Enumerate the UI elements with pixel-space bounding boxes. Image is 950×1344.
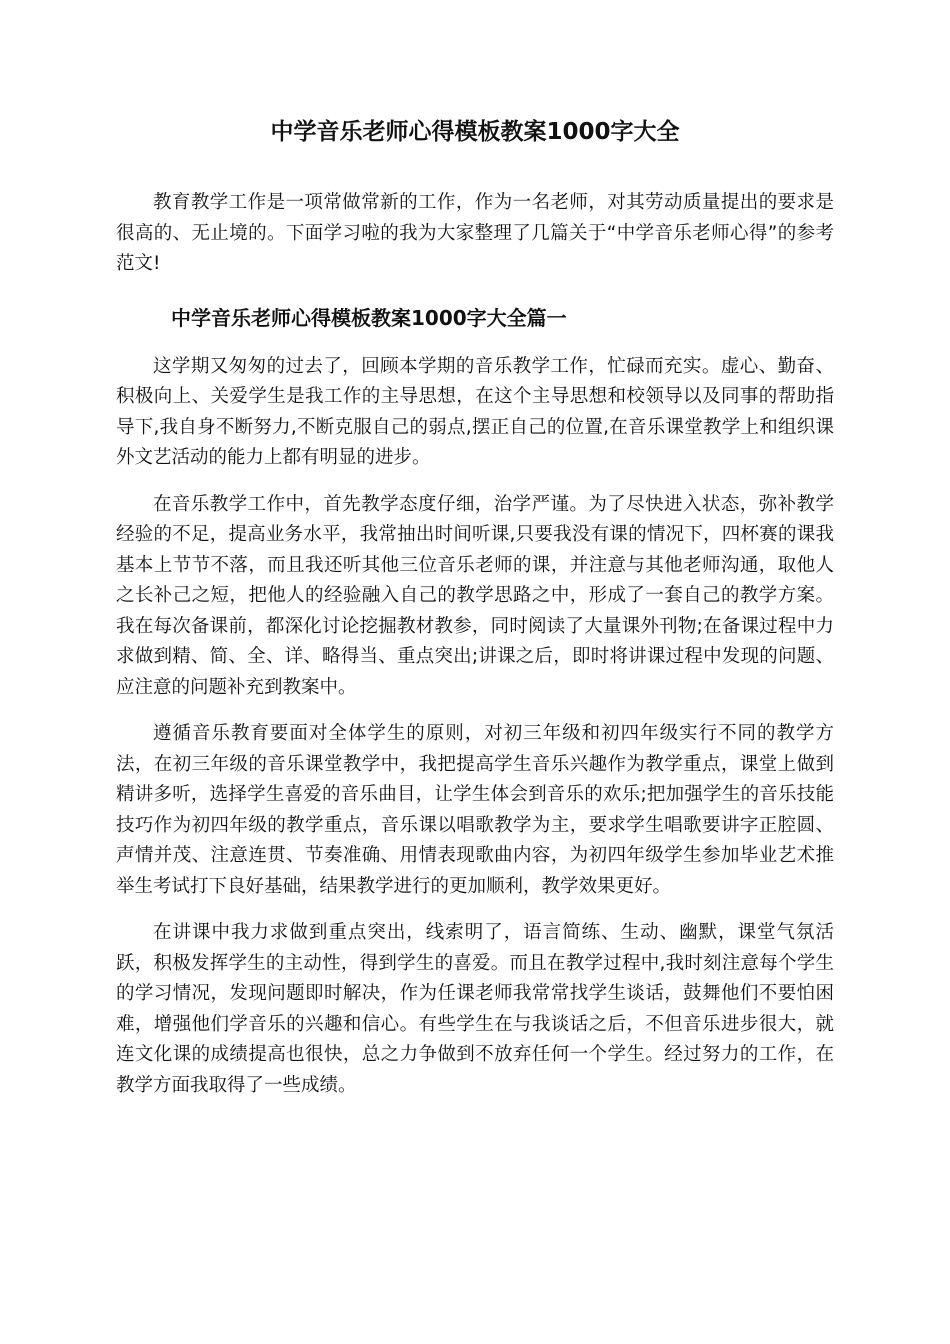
body-paragraph-2: 在音乐教学工作中，首先教学态度仔细，治学严谨。为了尽快进入状态，弥补教学经验的不足，提高业务水平，我常抽出时间听课,只要我没有课的情况下，四杯赛的课我基本上节节不落，而且我还听其他三位音乐老师的课，并注意与其他老师沟通，取他人之长补己之短，把他人的经验融入自己的教学思路之中，形成了一套自己的教学方案。我在每次备课前，都深化讨论挖掘教材教参，同时阅读了大量课外刊物;在备课过程中力求做到精、简、全、详、略得当、重点突出;讲课之后，即时将讲课过程中发现的问题、应注意的问题补充到教案中。	[116, 493, 834, 698]
intro-paragraph: 教育教学工作是一项常做常新的工作，作为一名老师，对其劳动质量提出的要求是很高的、无止境的。下面学习啦的我为大家整理了几篇关于“中学音乐老师心得”的参考范文!	[116, 192, 834, 274]
document-title: 中学音乐老师心得模板教案1000字大全	[270, 119, 680, 145]
body-paragraph-4: 在讲课中我力求做到重点突出，线索明了，语言简练、生动、幽默，课堂气氛活跃，积极发挥学生的主动性，得到学生的喜爱。而且在教学过程中,我时刻注意每个学生的学习情况，发现问题即时解决，作为任课老师我常常找学生谈话，鼓舞他们不要怕困难，增强他们学音乐的兴趣和信心。有些学生在与我谈话之后，不但音乐进步很大，就连文化课的成绩提高也很快，总之力争做到不放弃任何一个学生。经过努力的工作，在教学方面我取得了一些成绩。	[116, 922, 834, 1096]
body-paragraph-1: 这学期又匆匆的过去了，回顾本学期的音乐教学工作，忙碌而充实。虚心、勤奋、积极向上、关爱学生是我工作的主导思想，在这个主导思想和校领导以及同事的帮助指导下,我自身不断努力,不断克服自己的弱点,摆正自己的位置,在音乐课堂教学上和组织课外文艺活动的能力上都有明显的进步。	[116, 355, 834, 468]
section-heading: 中学音乐老师心得模板教案1000字大全篇一	[171, 305, 567, 330]
body-paragraph-3: 遵循音乐教育要面对全体学生的原则，对初三年级和初四年级实行不同的教学方法，在初三年级的音乐课堂教学中，我把提高学生音乐兴趣作为教学重点，课堂上做到精讲多听，选择学生喜爱的音乐曲目，让学生体会到音乐的欢乐;把加强学生的音乐技能技巧作为初四年级的教学重点，音乐课以唱歌教学为主，要求学生唱歌要讲字正腔圆、声情并茂、注意连贯、节奏准确、用情表现歌曲内容，为初四年级学生参加毕业艺术推举生考试打下良好基础，结果教学进行的更加顺利，教学效果更好。	[116, 723, 834, 897]
